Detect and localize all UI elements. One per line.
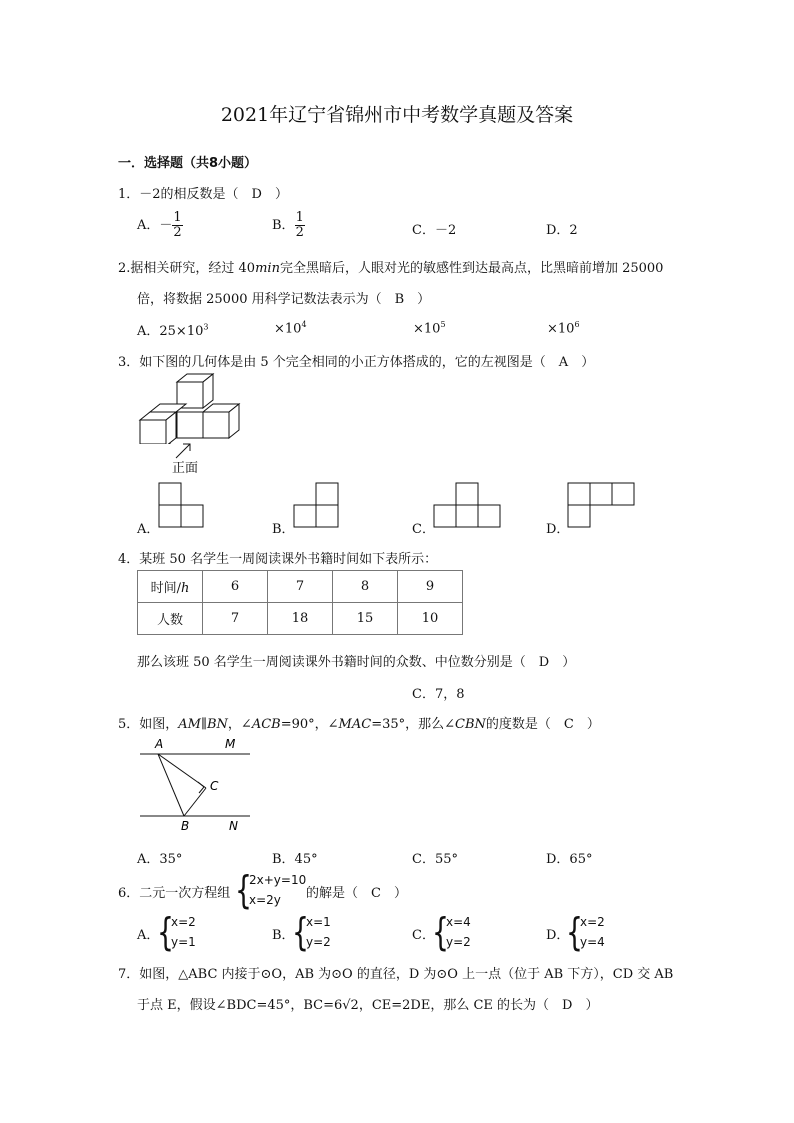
q4-reading-table <box>137 570 463 635</box>
q2-line1-a: 2.据相关研究，经过 40 <box>118 261 256 276</box>
q1-option-c: C．－2 <box>412 223 457 238</box>
table-cell: 6 <box>203 571 268 603</box>
q2-unit: min <box>255 261 280 276</box>
q5-label-n: N <box>229 819 238 833</box>
q6-a-eq1: x=2 <box>171 915 196 929</box>
table-cell: 9 <box>398 571 463 603</box>
q1-b-denominator: 2 <box>295 225 304 240</box>
q2-line1-b: 完全黑暗后，人眼对光的敏感性到达最高点，比黑暗前增加 25000 <box>279 261 664 276</box>
q5-stem-e: 的度数是（ C ） <box>485 717 600 732</box>
q5-option-b: B．45° <box>272 852 318 867</box>
q6-b-brace: { <box>292 910 309 954</box>
q6-d-eq2: y=4 <box>580 935 605 949</box>
q3-stem: 3．如下图的几何体是由 5 个完全相同的小正方体搭成的，它的左视图是（ A ） <box>118 355 595 370</box>
q6-stem-a: 6．二元一次方程组 <box>118 886 231 901</box>
q5-geometry-figure <box>138 736 258 834</box>
q5-option-a: A．35° <box>137 852 183 867</box>
section-heading: 一．选择题（共8小题） <box>118 156 258 171</box>
q1-b-fraction <box>295 211 305 240</box>
q7-line2: 于点 E，假设∠BDC=45°，BC=6√2，CE=2DE，那么 CE 的长为（ D ） <box>137 998 599 1013</box>
q2-option-a <box>137 320 208 339</box>
q1-a-label: A．－ <box>137 218 173 233</box>
table-cell: 15 <box>333 603 398 635</box>
q3-option-b-label: B． <box>272 522 295 537</box>
q2-option-d <box>547 320 580 336</box>
q5-label-c: C <box>210 779 219 793</box>
table-header-count: 人数 <box>138 603 203 635</box>
q5-stem-b: ，∠ <box>227 717 252 732</box>
q5-stem-it4: CBN <box>455 717 486 732</box>
q5-label-m: M <box>225 737 236 751</box>
q3-option-c-label: C． <box>412 522 435 537</box>
table-row <box>138 603 463 635</box>
table-cell: 7 <box>268 571 333 603</box>
q3-option-d-label: D． <box>546 522 570 537</box>
q2-line2: 倍，将数据 25000 用科学记数法表示为（ B ） <box>137 292 431 307</box>
q3-option-b-view <box>293 482 341 528</box>
q2-a-exp: 3 <box>203 322 209 332</box>
q6-b-eq1: x=1 <box>306 915 331 929</box>
q3-cube-figure <box>135 372 247 444</box>
q6-option-c <box>446 912 471 952</box>
q5-stem-it1: AM∥BN <box>178 717 228 732</box>
q6-system-brace: { <box>235 868 252 912</box>
q1-option-a <box>137 211 183 240</box>
q5-label-b: B <box>181 819 190 833</box>
q6-stem-b: 的解是（ C ） <box>306 886 407 901</box>
q2-b-text: ×10 <box>274 321 302 337</box>
q6-b-eq2: y=2 <box>306 935 331 949</box>
q3-option-a-view <box>158 482 206 528</box>
q2-b-exp: 4 <box>301 320 307 329</box>
q5-stem-it2: ACB <box>251 717 281 732</box>
q2-c-text: ×10 <box>413 321 441 337</box>
q6-option-d <box>580 912 605 952</box>
q1-a-fraction <box>172 211 182 240</box>
page-title: 2021年辽宁省锦州市中考数学真题及答案 <box>220 104 574 126</box>
q4-question: 那么该班 50 名学生一周阅读课外书籍时间的众数、中位数分别是（ D ） <box>137 655 576 670</box>
q6-a-eq2: y=1 <box>171 935 196 949</box>
q6-option-c-label: C． <box>412 928 435 943</box>
q4-option-c: C．7，8 <box>412 687 465 702</box>
q5-stem-a: 5．如图， <box>118 717 179 732</box>
q1-stem: 1．－2的相反数是（ D ） <box>118 187 288 202</box>
q2-option-c <box>413 320 446 336</box>
q2-option-b <box>274 320 307 336</box>
q5-label-a: A <box>155 737 164 751</box>
q2-line1 <box>118 257 663 276</box>
q3-option-c-view <box>433 482 503 528</box>
q6-c-eq2: y=2 <box>446 935 471 949</box>
table-row <box>138 571 463 603</box>
q1-option-b <box>272 211 305 240</box>
q1-a-denominator: 2 <box>173 225 182 240</box>
q5-stem-d: =35°，那么∠ <box>371 717 456 732</box>
q6-system <box>249 870 306 910</box>
q3-option-a-label: A． <box>137 522 160 537</box>
q2-a-text: A．25×10 <box>137 324 204 339</box>
q5-stem-c: =90°，∠ <box>280 717 339 732</box>
q3-option-d-view <box>567 482 637 528</box>
q2-d-text: ×10 <box>547 321 575 337</box>
q5-stem <box>118 713 600 732</box>
q4-stem: 4．某班 50 名学生一周阅读课外书籍时间如下表所示： <box>118 552 438 567</box>
q1-option-d: D．2 <box>546 223 578 238</box>
table-cell: 8 <box>333 571 398 603</box>
q6-option-b <box>306 912 331 952</box>
q5-option-c: C．55° <box>412 852 458 867</box>
table-cell: 10 <box>398 603 463 635</box>
q2-c-exp: 5 <box>440 320 446 329</box>
q6-eq1: 2x+y=10 <box>249 873 307 887</box>
q6-option-a-label: A． <box>137 928 160 943</box>
q6-eq2: x=2y <box>249 893 281 907</box>
q1-a-numerator: 1 <box>173 210 182 225</box>
q7-line1: 7．如图，△ABC 内接于⊙O，AB 为⊙O 的直径，D 为⊙O 上一点（位于 AB 下方），CD 交 AB <box>118 967 674 982</box>
q6-a-brace: { <box>157 910 174 954</box>
table-header-time <box>138 571 203 603</box>
time-head-unit: h <box>181 581 190 596</box>
q6-option-b-label: B． <box>272 928 295 943</box>
q2-d-exp: 6 <box>574 320 580 329</box>
q5-option-d: D．65° <box>546 852 593 867</box>
q6-option-d-label: D． <box>546 928 570 943</box>
q3-front-label: 正面 <box>172 461 199 476</box>
q6-c-brace: { <box>432 910 449 954</box>
table-cell: 18 <box>268 603 333 635</box>
q6-c-eq1: x=4 <box>446 915 471 929</box>
table-cell: 7 <box>203 603 268 635</box>
q6-d-brace: { <box>566 910 583 954</box>
time-head-text: 时间/ <box>150 581 181 596</box>
q1-b-label: B． <box>272 218 295 233</box>
q1-b-numerator: 1 <box>295 210 304 225</box>
q6-d-eq1: x=2 <box>580 915 605 929</box>
q5-stem-it3: MAC <box>338 717 372 732</box>
q6-option-a <box>171 912 196 952</box>
